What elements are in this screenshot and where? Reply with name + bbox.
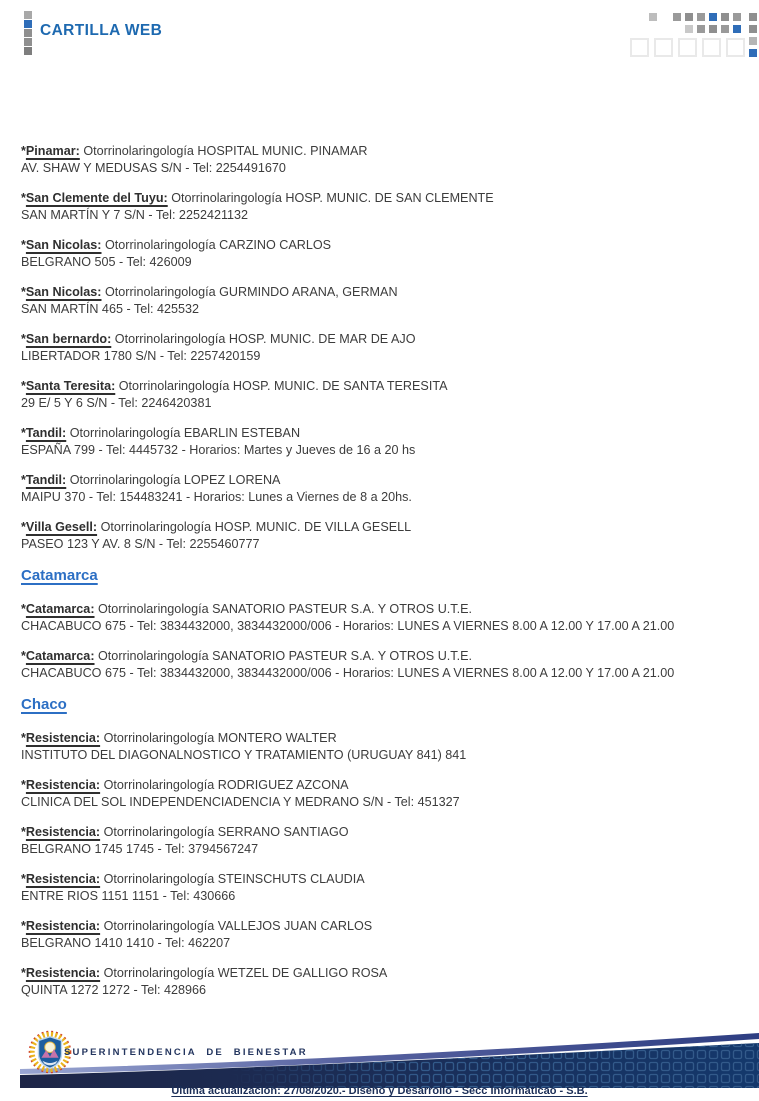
app-header [0,0,759,60]
entry-specialty: Otorrinolaringología [103,825,215,839]
footer-update-text: Última actualización: 27/08/2020.- Diseño y Desarrollo - Secc Informáticao - S.B. [171,1085,588,1097]
entry-bullet: * [21,379,26,393]
entry-city: Tandil: [25,426,67,440]
entry-address: INSTITUTO DEL DIAGONALNOSTICO Y TRATAMIENTO (URUGUAY 841) 841 [21,748,467,762]
entry-line-main [21,871,743,888]
entry-specialty: Otorrinolaringología [69,426,181,440]
directory-entry [21,871,743,905]
pixel-square [24,47,32,55]
entry-address: CLINICA DEL SOL INDEPENDENCIADENCIA Y MEDRANO S/N - Tel: 451327 [21,795,460,809]
entry-line-main [21,519,743,536]
directory-entry [21,730,743,764]
entry-specialty: Otorrinolaringología [100,520,212,534]
entry-line-main [21,190,743,207]
entry-line-main [21,425,743,442]
entry-specialty: Otorrinolaringología [69,473,181,487]
entry-provider: STEINSCHUTS CLAUDIA [217,872,365,886]
directory-entry [21,648,743,682]
entry-address: BELGRANO 1410 1410 - Tel: 462207 [21,936,231,950]
entry-provider: HOSP. MUNIC. DE VILLA GESELL [214,520,412,534]
entry-bullet: * [21,966,26,980]
directory-entry [21,601,743,635]
entry-provider: MONTERO WALTER [217,731,337,745]
entry-provider: EBARLIN ESTEBAN [183,426,301,440]
entry-address: ENTRE RIOS 1151 1151 - Tel: 430666 [21,889,236,903]
entry-line-main [21,730,743,747]
entry-city: San bernardo: [25,332,112,346]
entry-bullet: * [21,144,26,158]
entry-city: Catamarca: [25,602,95,616]
entry-specialty: Otorrinolaringología [103,919,215,933]
directory-list [21,143,743,1012]
entry-provider: SERRANO SANTIAGO [217,825,349,839]
entry-specialty: Otorrinolaringología [103,731,215,745]
entry-specialty: Otorrinolaringología [105,238,216,252]
entry-line-main [21,143,743,160]
entry-specialty: Otorrinolaringología [83,144,194,158]
entry-line-main [21,601,743,618]
entry-provider: GURMINDO ARANA, GERMAN [219,285,398,299]
directory-entry [21,331,743,365]
directory-entry [21,824,743,858]
entry-specialty: Otorrinolaringología [103,966,215,980]
entry-provider: WETZEL DE GALLIGO ROSA [217,966,388,980]
entry-bullet: * [21,731,26,745]
entry-provider: SANATORIO PASTEUR S.A. Y OTROS U.T.E. [212,602,472,616]
entry-provider: HOSP. MUNIC. DE SAN CLEMENTE [285,191,494,205]
entry-provider: VALLEJOS JUAN CARLOS [217,919,373,933]
entry-bullet: * [21,191,26,205]
entry-specialty: Otorrinolaringología [98,649,209,663]
directory-entry [21,143,743,177]
entry-line-main [21,378,743,395]
entry-address: ESPAÑA 799 - Tel: 4445732 - Horarios: Martes y Jueves de 16 a 20 hs [21,443,416,457]
directory-entry [21,284,743,318]
entry-bullet: * [21,520,26,534]
pixel-square [24,20,32,28]
entry-city: Santa Teresita: [25,379,116,393]
entry-specialty: Otorrinolaringología [105,285,216,299]
pixel-square [24,11,32,19]
entry-city: San Clemente del Tuyu: [25,191,168,205]
section-header[interactable]: Catamarca [21,567,98,584]
entry-address: 29 E/ 5 Y 6 S/N - Tel: 2246420381 [21,396,212,410]
entry-specialty: Otorrinolaringología [103,872,215,886]
title-pixel-icon [24,11,32,56]
entry-provider: HOSP. MUNIC. DE MAR DE AJO [228,332,416,346]
entry-specialty: Otorrinolaringología [171,191,282,205]
page-footer [0,1025,759,1101]
entry-specialty: Otorrinolaringología [118,379,230,393]
entry-bullet: * [21,872,26,886]
entry-address: QUINTA 1272 1272 - Tel: 428966 [21,983,207,997]
directory-entry [21,918,743,952]
entry-bullet: * [21,332,26,346]
entry-city: Resistencia: [25,825,101,839]
entry-bullet: * [21,919,26,933]
entry-city: Tandil: [25,473,67,487]
entry-provider: HOSPITAL MUNIC. PINAMAR [197,144,368,158]
entry-provider: SANATORIO PASTEUR S.A. Y OTROS U.T.E. [212,649,472,663]
directory-entry [21,519,743,553]
page-title: CARTILLA WEB [40,22,163,39]
entry-address: SAN MARTÍN 465 - Tel: 425532 [21,302,200,316]
entry-address: MAIPU 370 - Tel: 154483241 - Horarios: Lunes a Viernes de 8 a 20hs. [21,490,412,504]
entry-address: LIBERTADOR 1780 S/N - Tel: 2257420159 [21,349,261,363]
entry-bullet: * [21,473,26,487]
entry-provider: HOSP. MUNIC. DE SANTA TERESITA [232,379,448,393]
entry-line-main [21,965,743,982]
directory-entry [21,190,743,224]
entry-line-main [21,472,743,489]
entry-bullet: * [21,602,26,616]
entry-specialty: Otorrinolaringología [103,778,215,792]
entry-line-main [21,777,743,794]
entry-address: BELGRANO 505 - Tel: 426009 [21,255,192,269]
entry-line-main [21,284,743,301]
entry-bullet: * [21,825,26,839]
directory-entry [21,472,743,506]
entry-line-main [21,918,743,935]
entry-bullet: * [21,778,26,792]
entry-line-main [21,237,743,254]
section-header[interactable]: Chaco [21,696,67,713]
entry-city: Pinamar: [25,144,80,158]
entry-address: CHACABUCO 675 - Tel: 3834432000, 3834432000/006 - Horarios: LUNES A VIERNES 8.00 A 12.00 Y 17.00 A 21.00 [21,666,675,680]
entry-bullet: * [21,649,26,663]
entry-city: Villa Gesell: [25,520,98,534]
entry-specialty: Otorrinolaringología [114,332,226,346]
entry-provider: RODRIGUEZ AZCONA [217,778,349,792]
entry-line-main [21,331,743,348]
entry-city: Resistencia: [25,731,101,745]
entry-address: SAN MARTÍN Y 7 S/N - Tel: 2252421132 [21,208,249,222]
entry-city: Catamarca: [25,649,95,663]
org-name: SUPERINTENDENCIA DE BIENESTAR [64,1047,308,1058]
directory-entry [21,425,743,459]
entry-bullet: * [21,426,26,440]
entry-city: Resistencia: [25,919,101,933]
entry-provider: LOPEZ LORENA [183,473,281,487]
entry-line-main [21,648,743,665]
entry-specialty: Otorrinolaringología [98,602,209,616]
entry-bullet: * [21,285,26,299]
entry-address: BELGRANO 1745 1745 - Tel: 3794567247 [21,842,259,856]
entry-city: Resistencia: [25,778,101,792]
entry-address: PASEO 123 Y AV. 8 S/N - Tel: 2255460777 [21,537,260,551]
entry-city: San Nicolas: [25,285,102,299]
directory-entry [21,237,743,271]
directory-entry [21,965,743,999]
entry-city: Resistencia: [25,872,101,886]
directory-entry [21,378,743,412]
entry-address: CHACABUCO 675 - Tel: 3834432000, 3834432000/006 - Horarios: LUNES A VIERNES 8.00 A 12.00 Y 17.00 A 21.00 [21,619,675,633]
entry-city: Resistencia: [25,966,101,980]
pixel-square [24,29,32,37]
entry-provider: CARZINO CARLOS [219,238,332,252]
entry-bullet: * [21,238,26,252]
entry-city: San Nicolas: [25,238,102,252]
entry-line-main [21,824,743,841]
directory-entry [21,777,743,811]
pixel-square [24,38,32,46]
entry-address: AV. SHAW Y MEDUSAS S/N - Tel: 2254491670 [21,161,286,175]
